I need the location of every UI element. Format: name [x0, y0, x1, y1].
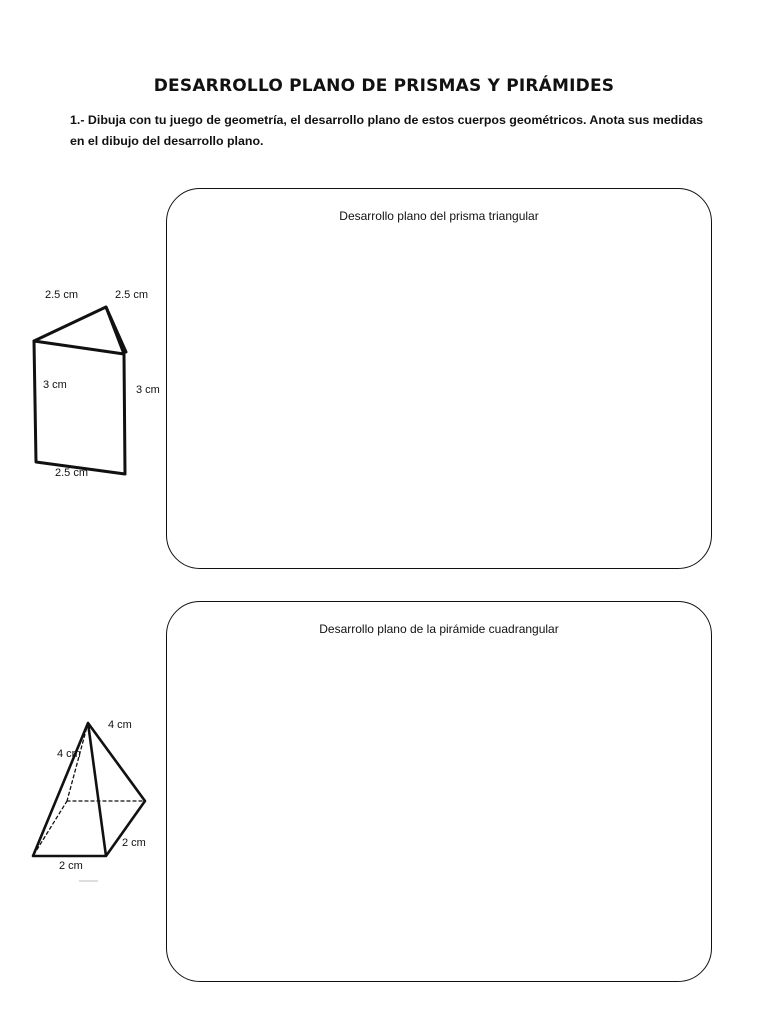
pyramid-box-label: Desarrollo plano de la pirámide cuadrangular [319, 622, 559, 636]
prism-measure-top-right: 2.5 cm [115, 289, 149, 301]
prism-measure-top-left: 2.5 cm [45, 289, 79, 301]
prism-measure-right-height: 3 cm [136, 384, 160, 396]
prism-top-face [34, 307, 124, 354]
prism-drawing-box[interactable] [166, 188, 712, 569]
pyramid-drawing-box[interactable] [166, 601, 712, 982]
instruction-text [70, 110, 710, 152]
instruction-body: Dibuja con tu juego de geometría, el desarrollo plano de estos cuerpos geométricos. Anota sus medidas en el dibujo del desarrollo plano. [70, 113, 704, 148]
prism-measure-left-height: 3 cm [43, 379, 67, 391]
page-title: DESARROLLO PLANO DE PRISMAS Y PIRÁMIDES [153, 76, 615, 96]
prism-front-face [34, 341, 125, 474]
prism-box-label: Desarrollo plano del prisma triangular [339, 209, 539, 223]
prism-measure-bottom: 2.5 cm [55, 467, 89, 479]
pyramid-measure-base: 2 cm [59, 860, 83, 872]
pyramid-measure-edge-right: 4 cm [108, 719, 132, 731]
instruction-number: 1.- [70, 113, 85, 127]
pyramid-measure-side-right: 2 cm [122, 837, 146, 849]
prism-side-edge [106, 307, 126, 352]
pyramid-measure-edge-left: 4 cm [57, 748, 81, 760]
